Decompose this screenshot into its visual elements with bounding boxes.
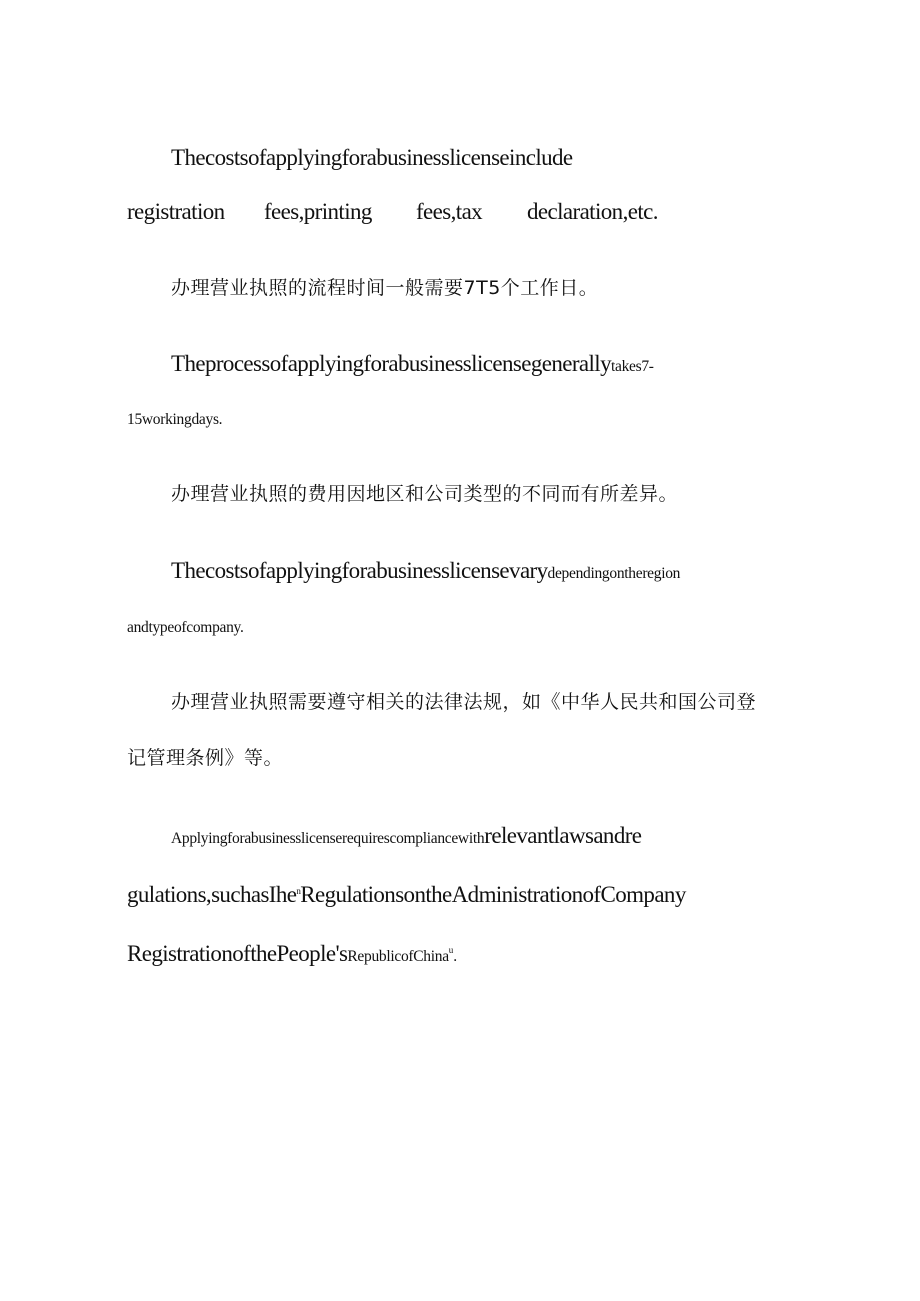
p1-word-fees-tax: fees,tax <box>416 199 483 224</box>
p3-line1 <box>171 352 654 375</box>
p7-line3-end: . <box>453 948 457 965</box>
p3-line1-large: Theprocessofapplyingforabusinesslicensegenerally <box>171 351 611 376</box>
p1-word-declaration: declaration,etc. <box>527 199 658 224</box>
p5-line1 <box>171 559 680 582</box>
p1-word-registration: registration <box>127 199 225 224</box>
p6-line2-text: 记管理条例》等。 <box>127 747 284 769</box>
p7-line2-b: RegulationsontheAdministrationofCompany <box>300 882 686 907</box>
p3-line1-small: takes7- <box>610 358 654 375</box>
p7-line3-sup: u <box>448 945 454 955</box>
p7-line2-sup: n <box>296 886 301 896</box>
p7-line1-small: Applyingforabusinesslicenserequirescompliancewith <box>171 830 485 847</box>
p7-line2 <box>127 883 686 906</box>
p5-line2 <box>127 620 244 636</box>
p2-line1 <box>171 279 598 298</box>
p1-line1 <box>171 146 573 169</box>
p5-line1-small: dependingontheregion <box>547 565 681 582</box>
p7-line3 <box>127 942 457 965</box>
p6-line1-text: 办理营业执照需要遵守相关的法律法规，如《中华人民共和国公司登 <box>171 691 757 713</box>
p4-line1-text: 办理营业执照的费用因地区和公司类型的不同而有所差异。 <box>171 483 679 505</box>
p3-line2-text: 15workingdays. <box>127 411 223 428</box>
p7-line2-a: gulations,suchasIhe <box>127 882 297 907</box>
p5-line1-large: Thecostsofapplyingforabusinesslicensevary <box>171 558 548 583</box>
p6-line1 <box>171 693 756 712</box>
p3-line2 <box>127 412 222 428</box>
p7-line1 <box>171 824 641 847</box>
p2-line1-text: 办理营业执照的流程时间一般需要7T5个工作日。 <box>171 277 599 299</box>
p4-line1 <box>171 485 678 504</box>
p7-line1-large: relevantlawsandre <box>484 823 642 848</box>
p1-word-fees-printing: fees,printing <box>264 199 372 224</box>
p1-line1-text: Thecostsofapplyingforabusinesslicenseinclude <box>171 145 573 170</box>
p5-line2-text: andtypeofcompany. <box>127 619 244 636</box>
p7-line3-large: RegistrationofthePeople's <box>127 941 348 966</box>
p6-line2 <box>127 749 283 768</box>
p7-line3-small: RepublicofChina <box>347 948 449 965</box>
